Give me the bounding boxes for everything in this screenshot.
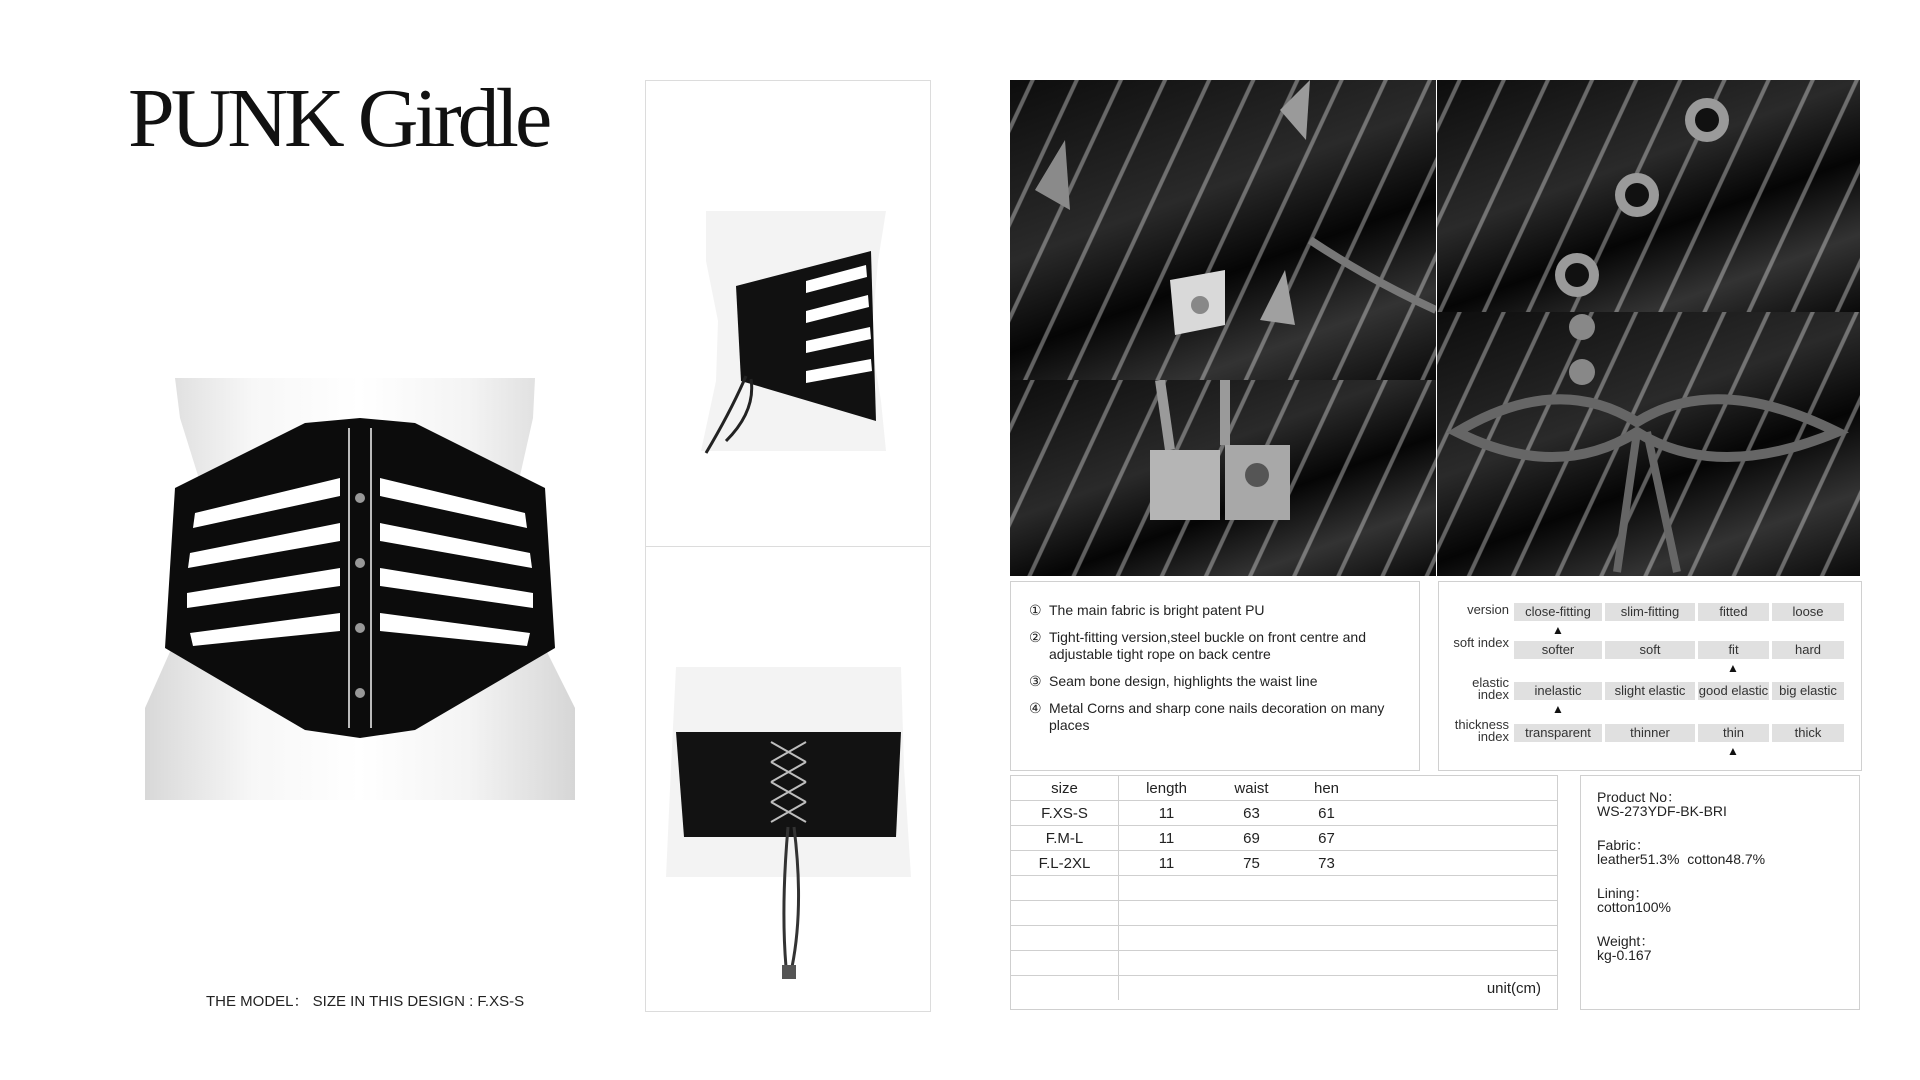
side-view-panel [645, 80, 931, 548]
table-cell: 61 [1289, 801, 1364, 826]
index-option: thick [1772, 724, 1844, 742]
weight-block [1597, 934, 1843, 962]
table-cell: 11 [1119, 826, 1215, 851]
feature-list [1011, 582, 1419, 734]
model-size-note: THE MODEL： SIZE IN THIS DESIGN : F.XS-S [206, 993, 525, 1010]
feature-item [1029, 673, 1409, 690]
size-table [1011, 776, 1557, 1000]
feature-item [1029, 602, 1409, 619]
table-cell: F.L-2XL [1011, 851, 1119, 876]
unit-label: unit(cm) [1486, 979, 1541, 997]
index-option: soft [1605, 641, 1695, 659]
index-option: close-fitting [1514, 603, 1602, 621]
selected-marker: ▲ [1552, 623, 1564, 637]
table-cell-empty [1364, 776, 1557, 801]
selected-marker: ▲ [1727, 744, 1739, 758]
header-waist: waist [1214, 776, 1289, 801]
feature-item [1029, 629, 1409, 663]
table-cell-empty [1119, 901, 1558, 926]
feature-item [1029, 700, 1409, 734]
feature-number: ① [1029, 602, 1042, 618]
table-cell-empty [1011, 976, 1119, 1001]
detail-photo-eyelets [1437, 80, 1860, 312]
table-cell-empty [1119, 926, 1558, 951]
detail-photo-lacing [1437, 312, 1860, 576]
fabric-value: leather51.3% cotton48.7% [1597, 851, 1766, 867]
lining-value: cotton100% [1597, 899, 1671, 915]
table-cell-empty [1364, 851, 1557, 876]
weight-value: kg-0.167 [1597, 947, 1652, 963]
fabric-block [1597, 838, 1843, 866]
selected-marker: ▲ [1552, 702, 1564, 716]
lacing-detail-illustration [1437, 312, 1860, 576]
detail-photo-cord-stopper [1010, 380, 1436, 576]
table-cell-empty [1119, 876, 1558, 901]
girdle-front-illustration [135, 378, 585, 800]
product-number-label: Product No： [1597, 789, 1682, 805]
index-option: thin [1698, 724, 1769, 742]
index-option: softer [1514, 641, 1602, 659]
table-cell: F.M-L [1011, 826, 1119, 851]
table-cell: F.XS-S [1011, 801, 1119, 826]
table-cell: 67 [1289, 826, 1364, 851]
fit-index-box [1438, 581, 1862, 771]
index-option: slim-fitting [1605, 603, 1695, 621]
table-cell-empty [1364, 801, 1557, 826]
table-header-row [1011, 776, 1557, 801]
girdle-side-illustration [646, 81, 930, 547]
table-cell-empty [1119, 951, 1558, 976]
detail-photo-spikes [1010, 80, 1436, 380]
table-row [1011, 851, 1557, 876]
feature-number: ② [1029, 629, 1042, 645]
feature-list-box [1010, 581, 1420, 771]
table-row [1011, 951, 1557, 976]
table-cell-empty [1011, 951, 1119, 976]
weight-label: Weight： [1597, 933, 1655, 949]
table-cell-empty [1011, 926, 1119, 951]
selected-marker: ▲ [1727, 661, 1739, 675]
header-hen: hen [1289, 776, 1364, 801]
table-cell: 69 [1214, 826, 1289, 851]
index-option: loose [1772, 603, 1844, 621]
index-option: fit [1698, 641, 1769, 659]
product-photo-front [135, 378, 585, 800]
table-cell: 73 [1289, 851, 1364, 876]
product-number-value: WS-273YDF-BK-BRI [1597, 803, 1727, 819]
spike-detail-illustration [1010, 80, 1436, 380]
table-row [1011, 926, 1557, 951]
table-cell: 75 [1214, 851, 1289, 876]
index-option: good elastic [1698, 683, 1769, 698]
table-cell-empty [1364, 826, 1557, 851]
table-row [1011, 876, 1557, 901]
table-cell: 11 [1119, 801, 1215, 826]
index-option: transparent [1514, 724, 1602, 742]
table-cell: 63 [1214, 801, 1289, 826]
page-title: PUNK Girdle [128, 72, 549, 165]
index-label-thickness: thickness index [1454, 717, 1509, 744]
index-option: thinner [1605, 724, 1695, 742]
index-label-version: version [1467, 602, 1509, 617]
lining-label: Lining： [1597, 885, 1649, 901]
feature-number: ④ [1029, 700, 1042, 716]
product-info-box [1580, 775, 1860, 1010]
index-option: inelastic [1514, 682, 1602, 700]
index-option: hard [1772, 641, 1844, 659]
index-label-elastic: elastic index [1472, 675, 1509, 702]
table-cell: 11 [1119, 851, 1215, 876]
eyelet-detail-illustration [1437, 80, 1860, 312]
feature-text: Metal Corns and sharp cone nails decoration on many places [1049, 700, 1385, 733]
girdle-back-illustration [646, 547, 930, 1011]
back-view-panel [645, 546, 931, 1012]
feature-text: Seam bone design, highlights the waist line [1049, 673, 1318, 689]
size-table-box [1010, 775, 1558, 1010]
cord-stopper-illustration [1010, 380, 1436, 576]
index-option: fitted [1698, 603, 1769, 621]
index-option: slight elastic [1605, 682, 1695, 700]
table-cell-empty [1011, 876, 1119, 901]
table-cell-empty [1011, 901, 1119, 926]
feature-text: Tight-fitting version,steel buckle on front centre and adjustable tight rope on back centre [1049, 629, 1366, 662]
fabric-label: Fabric： [1597, 837, 1650, 853]
index-option: big elastic [1772, 682, 1844, 700]
table-row [1011, 976, 1557, 1001]
feature-text: The main fabric is bright patent PU [1049, 602, 1265, 618]
header-size: size [1011, 776, 1119, 801]
feature-number: ③ [1029, 673, 1042, 689]
header-length: length [1119, 776, 1215, 801]
table-row [1011, 901, 1557, 926]
product-number-block [1597, 790, 1843, 818]
table-row [1011, 801, 1557, 826]
index-label-soft: soft index [1453, 635, 1509, 650]
lining-block [1597, 886, 1843, 914]
table-row [1011, 826, 1557, 851]
